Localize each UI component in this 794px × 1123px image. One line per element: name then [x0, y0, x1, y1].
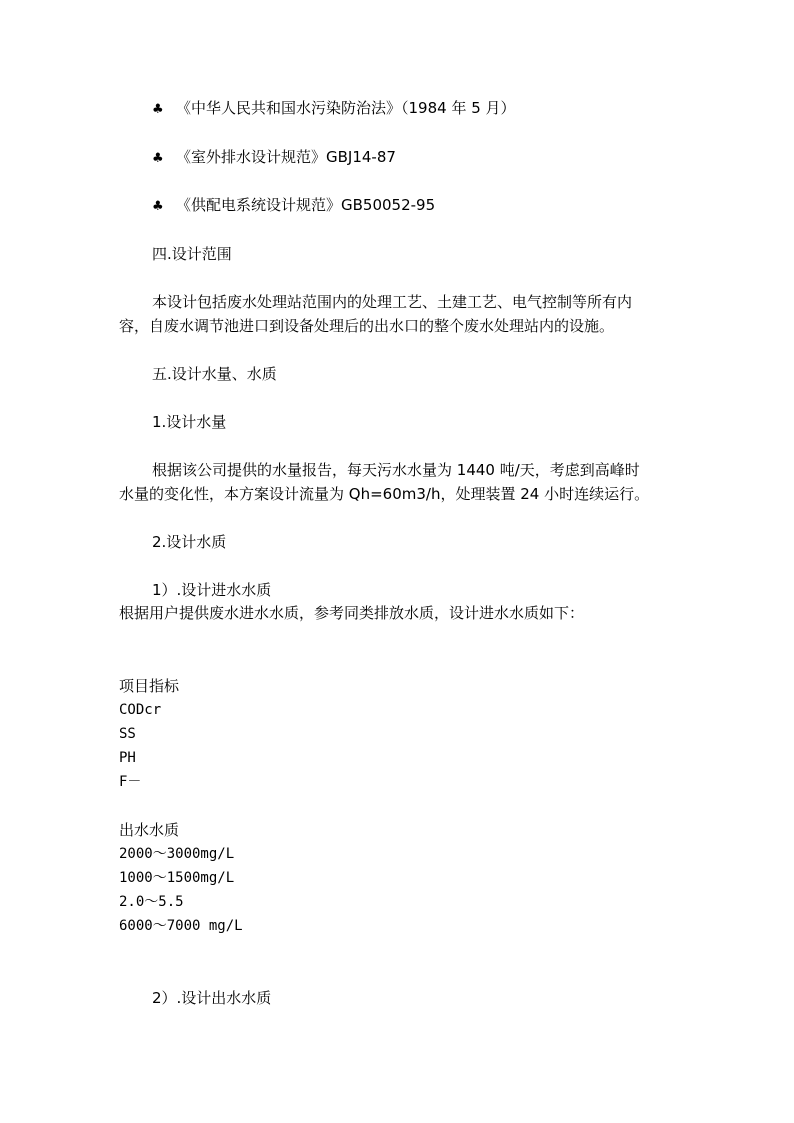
inlet-intro: 根据用户提供废水进水水质，参考同类排放水质，设计进水水质如下：	[119, 604, 585, 622]
reference-text: 《供配电系统设计规范》GB50052-95	[176, 196, 436, 214]
club-bullet-icon: ♣	[152, 199, 164, 214]
scope-paragraph-line: 本设计包括废水处理站范围内的处理工艺、土建工艺、电气控制等所有内	[152, 293, 633, 311]
item-value: 6000～7000 mg/L	[119, 918, 243, 934]
reference-item	[152, 145, 396, 171]
club-bullet-icon: ♣	[152, 151, 164, 166]
flow-paragraph-line: 根据该公司提供的水量报告，每天污水水量为 1440 吨/天，考虑到高峰时	[152, 461, 640, 479]
item-value: 1000～1500mg/L	[119, 870, 235, 886]
item-label: SS	[119, 726, 136, 742]
inlet-heading: 1）.设计进水水质	[152, 581, 272, 599]
outlet-heading: 2）.设计出水水质	[152, 989, 272, 1007]
club-bullet-icon: ♣	[152, 102, 164, 117]
section-heading: 五.设计水量、水质	[152, 365, 277, 383]
section-heading: 四.设计范围	[152, 245, 232, 263]
item-label: PH	[119, 750, 136, 766]
item-value: 2.0～5.5	[119, 894, 184, 910]
scope-paragraph-line: 容，自废水调节池进口到设备处理后的出水口的整个废水处理站内的设施。	[119, 317, 615, 335]
item-value: 2000～3000mg/L	[119, 846, 235, 862]
reference-text: 《中华人民共和国水污染防治法》（1984 年 5 月）	[176, 99, 516, 117]
item-header: 项目指标	[119, 677, 180, 695]
reference-text: 《室外排水设计规范》GBJ14-87	[176, 148, 396, 166]
reference-item	[152, 193, 435, 219]
value-header: 出水水质	[119, 821, 180, 839]
item-label: F－	[119, 774, 142, 790]
subsection-heading: 1.设计水量	[152, 413, 227, 431]
item-label: CODcr	[119, 702, 162, 718]
reference-item	[152, 96, 516, 122]
subsection-heading: 2.设计水质	[152, 533, 227, 551]
flow-paragraph-line: 水量的变化性，本方案设计流量为 Qh=60m3/h，处理装置 24 小时连续运行。	[119, 485, 650, 503]
